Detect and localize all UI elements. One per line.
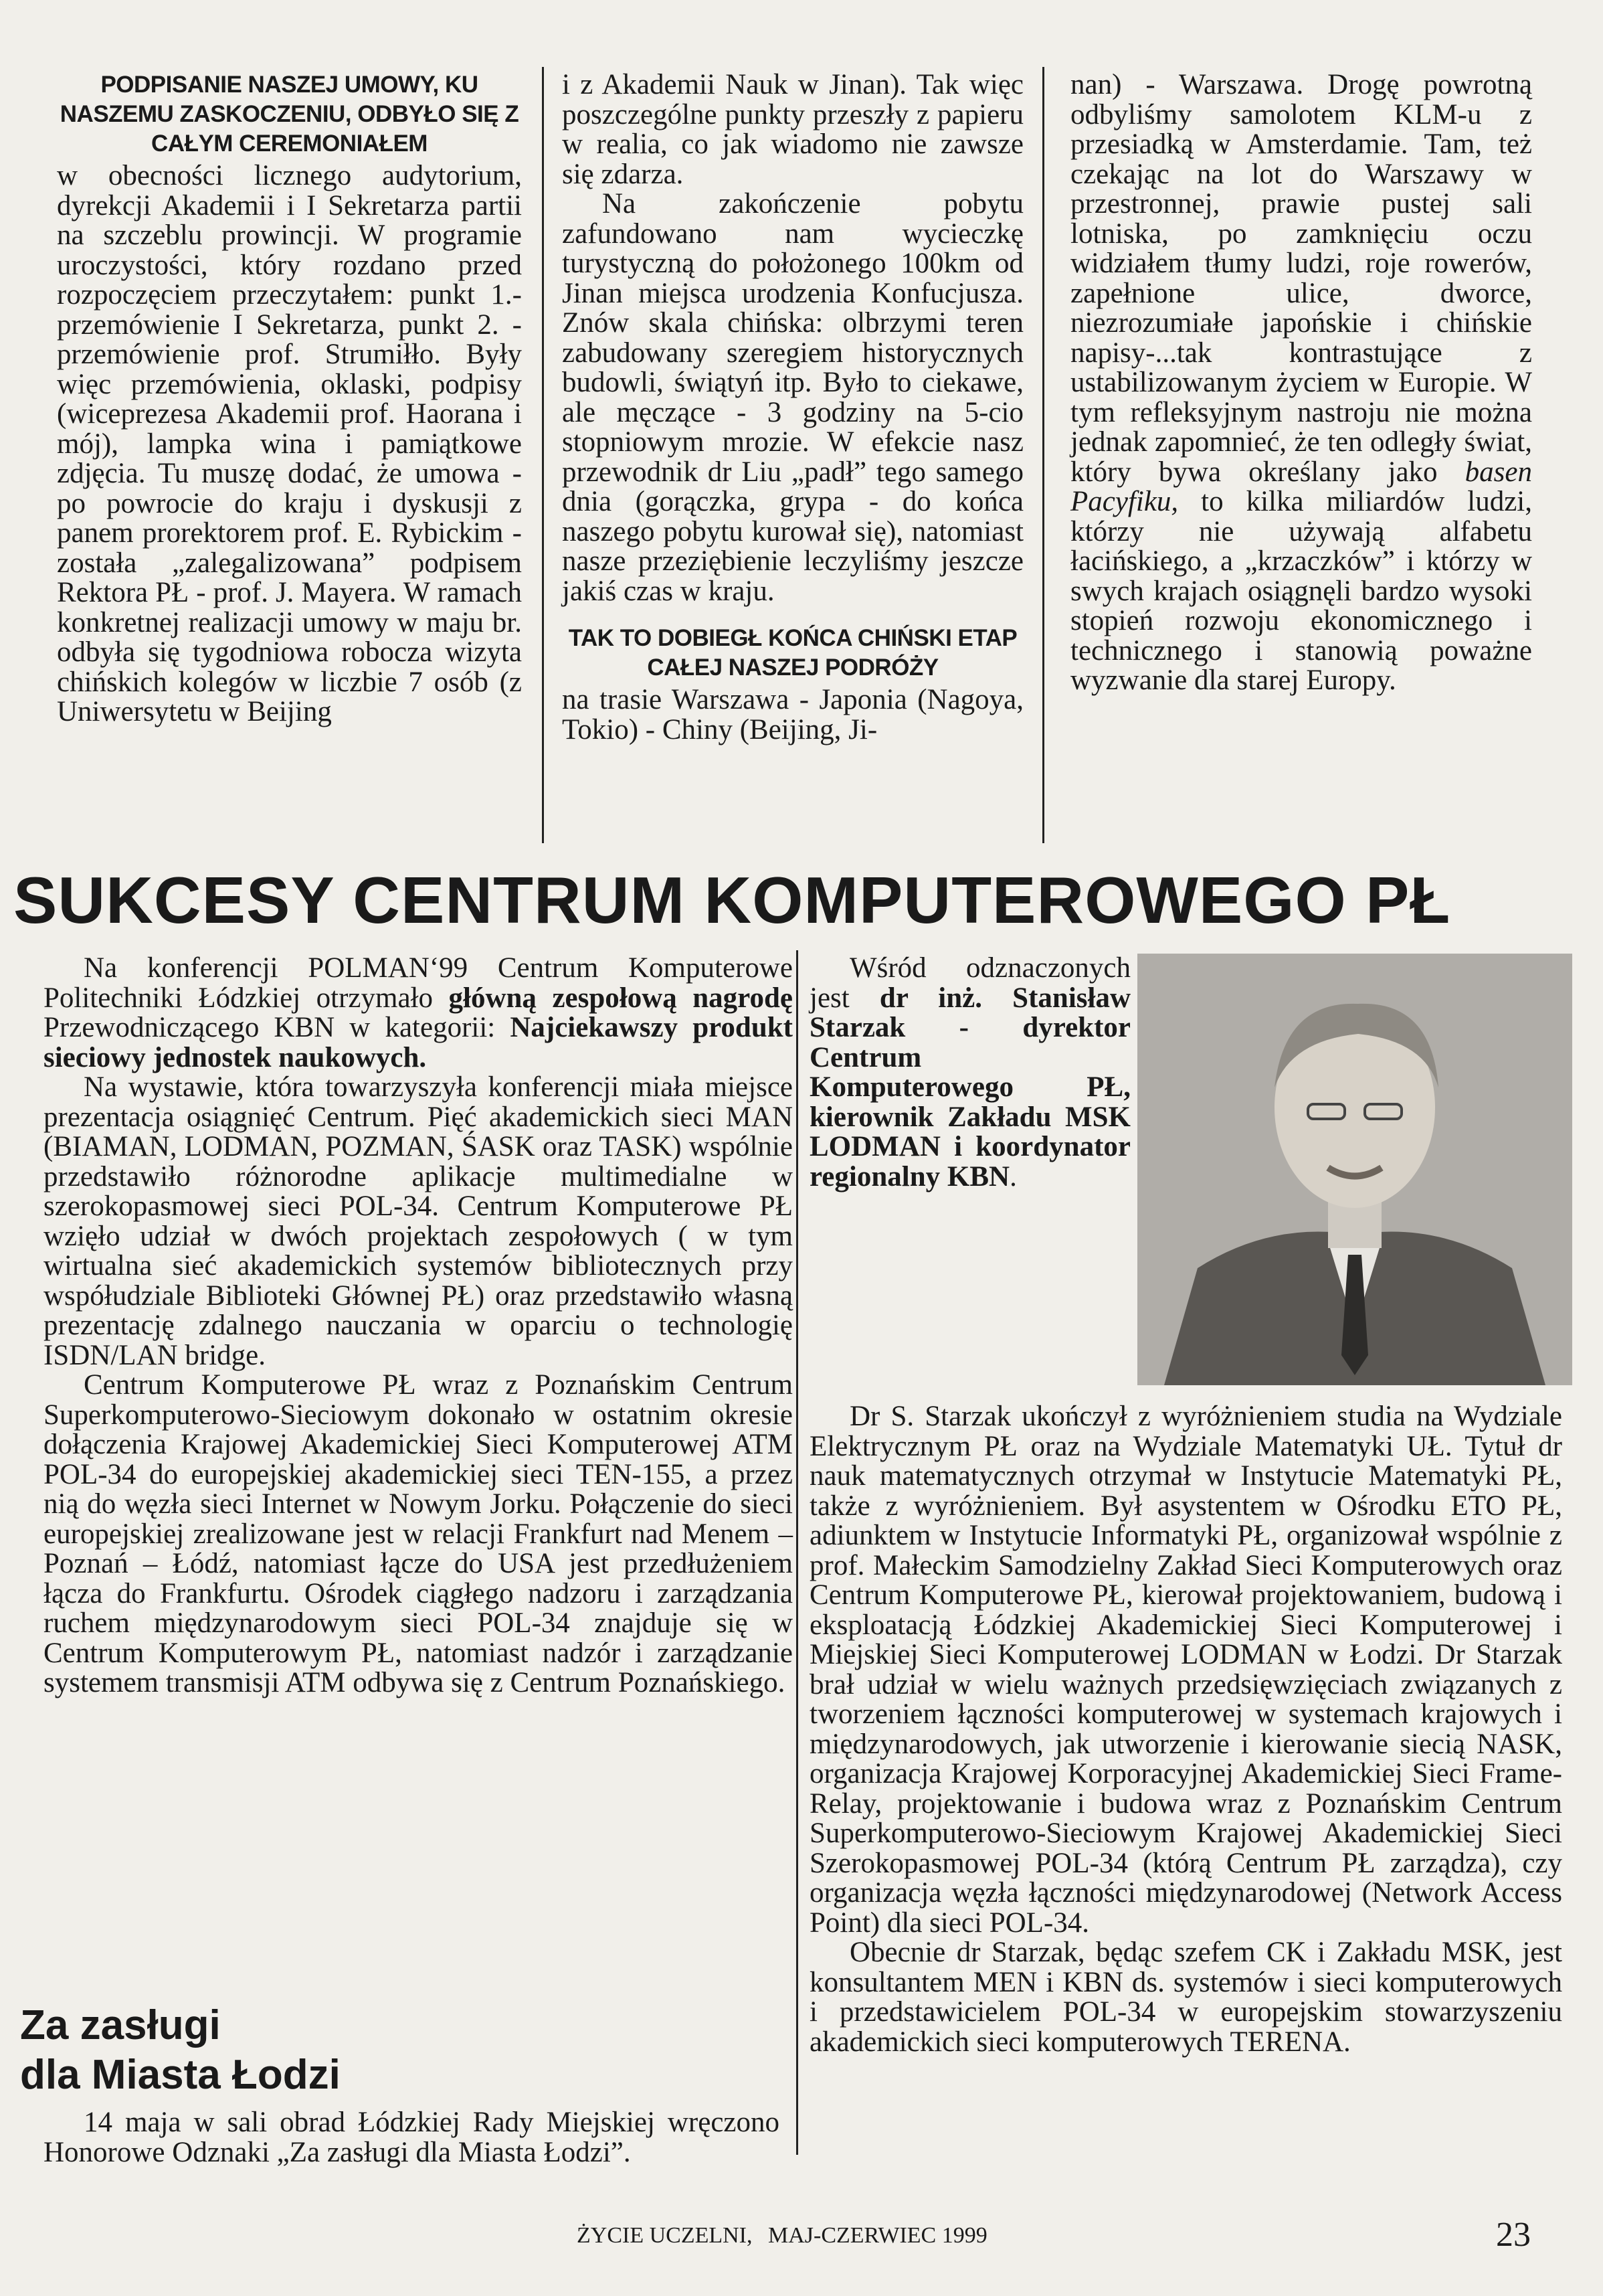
left-para1-bold-award: główną zespołową nagrodę <box>448 982 793 1014</box>
footer-publication: ŻYCIE UCZELNI, <box>577 2223 753 2248</box>
right-para1-intro: Wśród odznaczonych jest <box>810 952 1131 1014</box>
left-para1-a: Na konferencji POLMAN‘99 Centrum Komputerowe Politechniki Łódzkiej otrzymało <box>43 952 793 1014</box>
left-para1-bold-category: Najciekawszy produkt sieciowy jednostek naukowych. <box>43 1012 793 1073</box>
sub-title-line2: dla Miasta Łodzi <box>20 2052 341 2098</box>
right-para2: Dr S. Starzak ukończył z wyróżnieniem studia na Wydziale Elektrycznym PŁ oraz na Wydziale Matematyki UŁ. Tytuł dr nauk matematycznych otrzymał w Instytucie Matematyki PŁ, także z wyróżnieniem. Był asystentem w Ośrodku ETO PŁ, adiunktem w Instytucie Informatyki PŁ, organizował wspólnie z prof. Małeckim Samodzielny Zakład Sieci Komputerowych oraz Centrum Komputerowe PŁ, kierował projektowaniem, budową i eksploatacją Łódzkiej Akademickiej Sieci Komputerowej i Miejskiej Sieci Komputerowej LODMAN w Łodzi. Dr Starzak brał udział w wielu ważnych przedsięwzięciach związanych z tworzeniem łączności komputerowej w systemach krajowych i międzynarodowych, jak utworzenie i kierowanie siecią NASK, organizacja Krajowej Korporacyjnej Akademickiej Sieci Frame-Relay, projektowanie i budowa wraz z Poznańskim Centrum Superkomputerowo-Sieciowym Krajowej Akademickiej Sieci Szerokopasmowej POL-34 (którą Centrum PŁ zarządza), czy organizacja węzła łączności międzynarodowej (Network Access Point) dla sieci POL-34. <box>810 1401 1562 1939</box>
column-divider <box>1042 67 1044 843</box>
page-number: 23 <box>1496 2216 1531 2254</box>
top-column-1 <box>57 70 522 727</box>
top-col1-text: w obecności licznego audytorium, dyrekcji Akademii i I Sekretarza partii na szczeblu prowincji. W programie uroczystości, który rozdano przed rozpoczęciem przeczytałem: punkt 1.-przemówienie I Sekretarza, punkt 2. - przemówienie prof. Strumiłło. Były więc przemówienia, oklaski, podpisy (wiceprezesa Akademii prof. Haorana i mój), lampka wina i pamiątkowe zdjęcia. Tu muszę dodać, że umowa - po powrocie do kraju i dyskusji z panem prorektorem prof. E. Rybickim - została „zalegalizowana” podpisem Rektora PŁ - prof. J. Mayera. W ramach konkretnej realizacji umowy w maju br. odbyła się tygodniowa robocza wizyta chińskich kolegów w liczbie 7 osób (z Uniwersytetu w Beijing <box>57 160 522 727</box>
sub-article-title <box>20 2001 341 2100</box>
top-col2-para2: Na zakończenie pobytu zafundowano nam wycieczkę turystyczną do położonego 100km od Jinan miejsca urodzenia Konfucjusza. Znów skala chińska: olbrzymi teren zabudowany szeregiem historycznych budowli, świątyń itp. Było to ciekawe, ale męczące - 3 godziny na 5-cio stopniowym mrozie. W efekcie nasz przewodnik dr Liu „padł” tego samego dnia (gorączka, grypa - do końca naszego pobytu kurował się), natomiast nasze przeziębienie leczyliśmy jeszcze jakiś czas w kraju. <box>562 188 1024 607</box>
top-column-2 <box>562 70 1024 745</box>
section-heading-signing: PODPISANIE NASZEJ UMOWY, KU NASZEMU ZASKOCZENIU, ODBYŁO SIĘ Z CAŁYM CEREMONIAŁEM <box>60 72 519 157</box>
left-para1 <box>43 954 793 1073</box>
right-para1 <box>810 954 1131 1192</box>
left-para3: Centrum Komputerowe PŁ wraz z Poznańskim Centrum Superkomputerowo-Sieciowym dokonało w ostatnim okresie dołączenia Krajowej Akademickiej Sieci Komputerowej ATM POL-34 do europejskiej akademickiej sieci TEN-155, a przez nią do węzła sieci Internet w Nowym Jorku. Połączenie do sieci europejskiej zrealizowane jest w relacji Frankfurt nad Menem – Poznań – Łódź, natomiast łącze do USA jest przedłużeniem łącza do Frankfurtu. Ośrodek ciągłego nadzoru i zarządzania ruchem międzynarodowym sieci POL-34 znajduje się w Centrum Komputerowym PŁ, natomiast nadzór i zarządzanie systemem transmisji ATM odbywa się z Centrum Poznańskiego. <box>43 1369 793 1698</box>
footer-issue: MAJ-CZERWIEC 1999 <box>768 2223 987 2248</box>
top-col2-para1: i z Akademii Nauk w Jinan). Tak więc poszczególne punkty przeszły z papieru w realia, co jak wiadomo nie zawsze się zdarza. <box>562 69 1024 190</box>
top-col3-text-b: to kilka miliardów ludzi, którzy nie używają alfabetu łacińskiego, a „krzaczków” i którzy w swych krajach osiągnęli bardzo wysoki stopień rozwoju ekonomicznego i technicznego i stanowią poważne wyzwanie dla starej Europy. <box>1070 486 1532 696</box>
sub-article-text-block <box>43 2108 779 2168</box>
top-col3-text-a: nan) - Warszawa. Drogę powrotną odbyliśmy samolotem KLM-u z przesiadką w Amsterdamie. Tam, też czekając na lot do Warszawy w przestronnej, prawie pustej sali lotniska, po zamknięciu oczu widziałem tłumy ludzi, roje rowerów, zapełnione ulice, dworce, niezrozumiałe japońskie i chińskie napisy-...tak kontrastujące z ustabilizowanym życiem w Europie. W tym refleksyjnym nastroju nie można jednak zapomnieć, że ten odległy świat, który bywa określany jako <box>1070 69 1532 488</box>
left-para2: Na wystawie, która towarzyszyła konferencji miała miejsce prezentacja osiągnięć Centrum. Pięć akademickich sieci MAN (BIAMAN, LODMAN, POZMAN, ŚASK oraz TASK) wspólnie przedstawiło różnorodne aplikacje multimedialne w szerokopasmowej sieci POL-34. Centrum Komputerowe PŁ wzięło udział w dwóch projektach zespołowych ( w tym wirtualna sieć akademickich systemów bibliotecznych przy współudziale Biblioteki Głównej PŁ) oraz przedstawiło własną prezentację zdalnego nauczania w oparciu o technologię ISDN/LAN bridge. <box>43 1071 793 1371</box>
right-article-intro <box>810 954 1131 1192</box>
right-article-body <box>810 1402 1562 2057</box>
portrait-illustration <box>1137 954 1572 1385</box>
top-col3-italic: basen Pacyfiku, <box>1070 456 1532 517</box>
right-para1-end: . <box>1010 1160 1017 1193</box>
right-para3: Obecnie dr Starzak, będąc szefem CK i Zakładu MSK, jest konsultantem MEN i KBN ds. systemów i sieci komputerowych i przedstawicielem POL-34 w europejskim stowarzyszeniu akademickich sieci komputerowych TERENA. <box>810 1937 1562 2058</box>
column-divider <box>796 950 798 2155</box>
left-para1-c: Przewodniczącego KBN w kategorii: <box>43 1012 496 1043</box>
portrait-photo <box>1137 954 1572 1385</box>
page-title: SUKCESY CENTRUM KOMPUTEROWEGO PŁ <box>13 863 1451 937</box>
right-para1-bold-name: dr inż. Stanisław Starzak - dyrektor Centrum Komputerowego PŁ, kierownik Zakładu MSK LODMAN i koordynator regionalny KBN <box>810 982 1131 1193</box>
top-col2-para3: na trasie Warszawa - Japonia (Nagoya, Tokio) - Chiny (Beijing, Ji- <box>562 684 1024 745</box>
sub-title-line1: Za zasługi <box>20 2002 221 2048</box>
sub-article-text: 14 maja w sali obrad Łódzkiej Rady Miejskiej wręczono Honorowe Odznaki „Za zasługi dla Miasta Łodzi”. <box>43 2107 779 2168</box>
top-col3-text <box>1070 70 1532 696</box>
left-article <box>43 954 793 1698</box>
top-column-3 <box>1070 70 1532 696</box>
column-divider <box>542 67 544 843</box>
section-heading-china-stage: TAK TO DOBIEGŁ KOŃCA CHIŃSKI ETAP CAŁEJ NASZEJ PODRÓŻY <box>568 625 1018 681</box>
